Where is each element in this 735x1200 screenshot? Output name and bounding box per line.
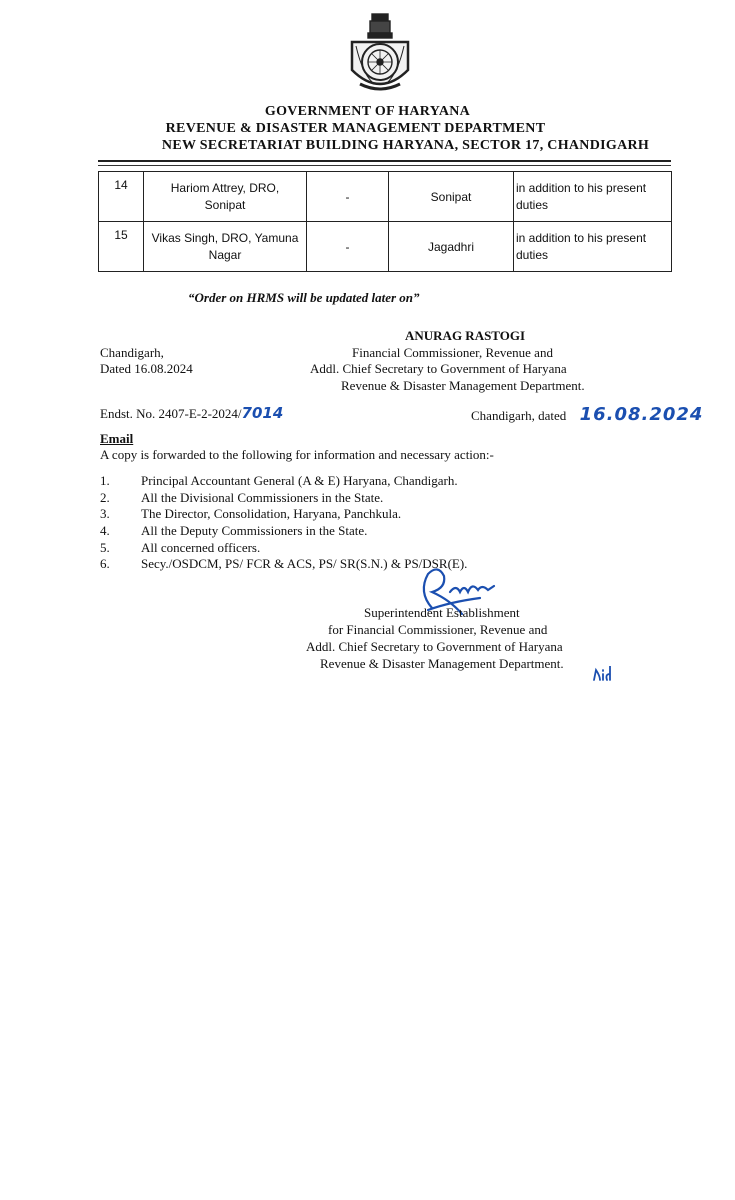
endorsement-number	[100, 404, 283, 422]
recipient-text: All the Divisional Commissioners in the State.	[141, 490, 384, 505]
email-label: Email	[100, 431, 134, 446]
header-department: REVENUE & DISASTER MANAGEMENT DEPARTMENT	[165, 121, 546, 136]
handwritten-date: 16.08.2024	[579, 404, 704, 425]
recipient-number: 3.	[100, 506, 110, 521]
place-label: Chandigarh,	[100, 345, 164, 360]
haryana-emblem	[342, 12, 418, 100]
hrms-note: “Order on HRMS will be updated later on”	[188, 290, 420, 305]
officer-name	[144, 172, 307, 222]
table-row	[99, 172, 672, 222]
header-rule	[98, 160, 671, 162]
superintendent-title: Superintendent Establishment	[364, 605, 520, 620]
officer-name-line1: Vikas Singh, DRO, Yamuna	[151, 230, 299, 245]
officer-name-line1: Hariom Attrey, DRO,	[170, 180, 280, 195]
column-3-value: -	[307, 172, 389, 222]
column-3-value: -	[307, 222, 389, 272]
recipient-text: Principal Accountant General (A & E) Haryana, Chandigarh.	[141, 473, 458, 488]
remarks-line1: in addition to his present	[516, 230, 647, 245]
remarks-line2: duties	[516, 247, 549, 262]
recipient-number: 4.	[100, 523, 110, 538]
superintendent-line-2: for Financial Commissioner, Revenue and	[328, 622, 548, 637]
endorsement-prefix: Endst. No. 2407-E-2-2024/	[100, 406, 242, 421]
superintendent-line-4: Revenue & Disaster Management Department.	[320, 656, 564, 671]
signatory-designation-1: Financial Commissioner, Revenue and	[352, 345, 553, 360]
remarks-line1: in addition to his present	[516, 180, 647, 195]
officer-name-line2: Nagar	[208, 247, 242, 262]
forward-text: A copy is forwarded to the following for information and necessary action:-	[100, 447, 494, 462]
recipient-number: 1.	[100, 473, 110, 488]
posting-place: Sonipat	[389, 172, 514, 222]
officer-name-line2: Sonipat	[204, 197, 246, 212]
recipient-number: 5.	[100, 540, 110, 555]
row-number: 14	[99, 172, 144, 222]
initials	[592, 664, 614, 684]
posting-place: Jagadhri	[389, 222, 514, 272]
recipient-number: 2.	[100, 490, 110, 505]
remarks	[514, 222, 672, 272]
table-row	[99, 222, 672, 272]
recipient-text: Secy./OSDCM, PS/ FCR & ACS, PS/ SR(S.N.) & PS/DSR(E).	[141, 556, 468, 571]
header-government: GOVERNMENT OF HARYANA	[264, 104, 471, 119]
signatory-designation-3: Revenue & Disaster Management Department.	[341, 378, 585, 393]
remarks-line2: duties	[516, 197, 549, 212]
recipient-text: The Director, Consolidation, Haryana, Panchkula.	[141, 506, 402, 521]
header-address: NEW SECRETARIAT BUILDING HARYANA, SECTOR 17, CHANDIGARH	[161, 138, 650, 153]
handwritten-endorsement-number: 7014	[241, 404, 284, 422]
posting-table	[98, 171, 672, 272]
superintendent-line-3: Addl. Chief Secretary to Government of Haryana	[306, 639, 563, 654]
recipient-text: All the Deputy Commissioners in the State.	[141, 523, 368, 538]
order-date: Dated 16.08.2024	[100, 361, 193, 376]
header-rule-thin	[98, 165, 671, 166]
remarks	[514, 172, 672, 222]
signatory-designation-2: Addl. Chief Secretary to Government of Haryana	[310, 361, 567, 376]
row-number: 15	[99, 222, 144, 272]
recipient-number: 6.	[100, 556, 110, 571]
endorsement-date	[471, 404, 703, 425]
officer-name	[144, 222, 307, 272]
recipient-text: All concerned officers.	[141, 540, 261, 555]
signatory-name: ANURAG RASTOGI	[405, 328, 526, 343]
endorsement-date-prefix: Chandigarh, dated	[471, 408, 567, 423]
